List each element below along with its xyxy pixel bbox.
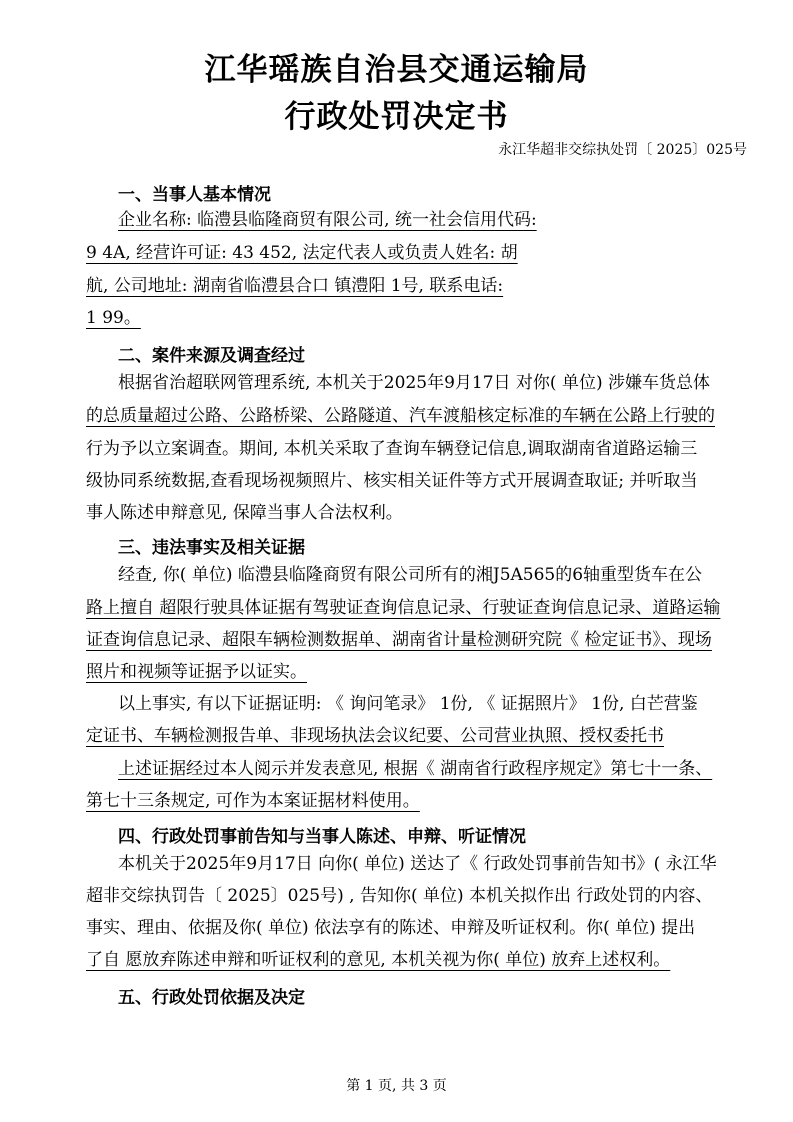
body-line: 事实、理由、依据及你( 单位) 依法享有的陈述、申辩及听证权利。你( 单位) 提出 (86, 918, 696, 938)
body-line: 第七十三条规定, 可作为本案证据材料使用。 (86, 791, 420, 811)
body-line: 上述证据经过本人阅示并发表意见, 根据《 湖南省行政程序规定》第七十一条、 (118, 759, 713, 779)
body-line: 根据省治超联网管理系统, 本机关于2025年9月17日 对你( 单位) 涉嫌车货总体 (118, 373, 710, 393)
body-line: 级协同系统数据,查看现场视频照片、核实相关证件等方式开展调查取证; 并听取当 (86, 471, 698, 491)
document-number: 永江华超非交综执处罚〔 2025〕025号 (498, 142, 747, 158)
body-line: 以上事实, 有以下证据证明: 《 询问笔录》 1份, 《 证据照片》 1份, 白芒营鉴 (118, 694, 698, 714)
body-line: 9 4A, 经营许可证: 43 452, 法定代表人或负责人姓名: 胡 (86, 243, 518, 263)
body-line: 行为予以立案调查。期间, 本机关采取了查询车辆登记信息,调取湖南省道路运输三 (86, 439, 698, 459)
section-2-heading: 二、案件来源及调查经过 (118, 346, 305, 366)
body-line: 超非交综执罚告〔 2025〕025号) , 告知你( 单位) 本机关拟作出 行政处罚的内容、 (86, 886, 713, 906)
body-line: 照片和视频等证据予以证实。 (86, 662, 307, 682)
body-line: 了自 愿放弃陈述申辩和听证权利的意见, 本机关视为你( 单位) 放弃上述权利。 (86, 950, 671, 970)
page-footer: 第 1 页, 共 3 页 (346, 1078, 447, 1094)
section-5-heading: 五、行政处罚依据及决定 (118, 988, 305, 1008)
body-line: 证查询信息记录、超限车辆检测数据单、湖南省计量检测研究院《 检定证书》、现场 (86, 630, 712, 650)
body-line: 定证书、车辆检测报告单、非现场执法会议纪要、公司营业执照、授权委托书 (86, 726, 664, 746)
body-line: 事人陈述申辩意见, 保障当事人合法权利。 (86, 503, 403, 523)
body-line: 经查, 你( 单位) 临澧县临隆商贸有限公司所有的湘J5A565的6轴重型货车在公 (118, 565, 703, 585)
body-line: 航, 公司地址: 湖南省临澧县合口 镇澧阳 1号, 联系电话: (86, 276, 504, 296)
body-line: 本机关于2025年9月17日 向你( 单位) 送达了《 行政处罚事前告知书》( 永江华 (118, 854, 717, 874)
body-line: 企业名称: 临澧县临隆商贸有限公司, 统一社会信用代码: (118, 210, 537, 230)
section-3-heading: 三、违法事实及相关证据 (118, 538, 305, 558)
title-line-2: 行政处罚决定书 (284, 99, 509, 135)
section-4-heading: 四、行政处罚事前告知与当事人陈述、申辩、听证情况 (118, 827, 526, 847)
section-1-heading: 一、当事人基本情况 (118, 185, 271, 205)
title-line-1: 江华瑶族自治县交通运输局 (204, 52, 589, 88)
body-line: 路上擅自 超限行驶具体证据有驾驶证查询信息记录、行驶证查询信息记录、道路运输 (86, 598, 721, 618)
body-line: 的总质量超过公路、公路桥梁、公路隧道、汽车渡船核定标准的车辆在公路上行驶的 (86, 406, 715, 426)
body-line: 1 99。 (86, 308, 141, 328)
